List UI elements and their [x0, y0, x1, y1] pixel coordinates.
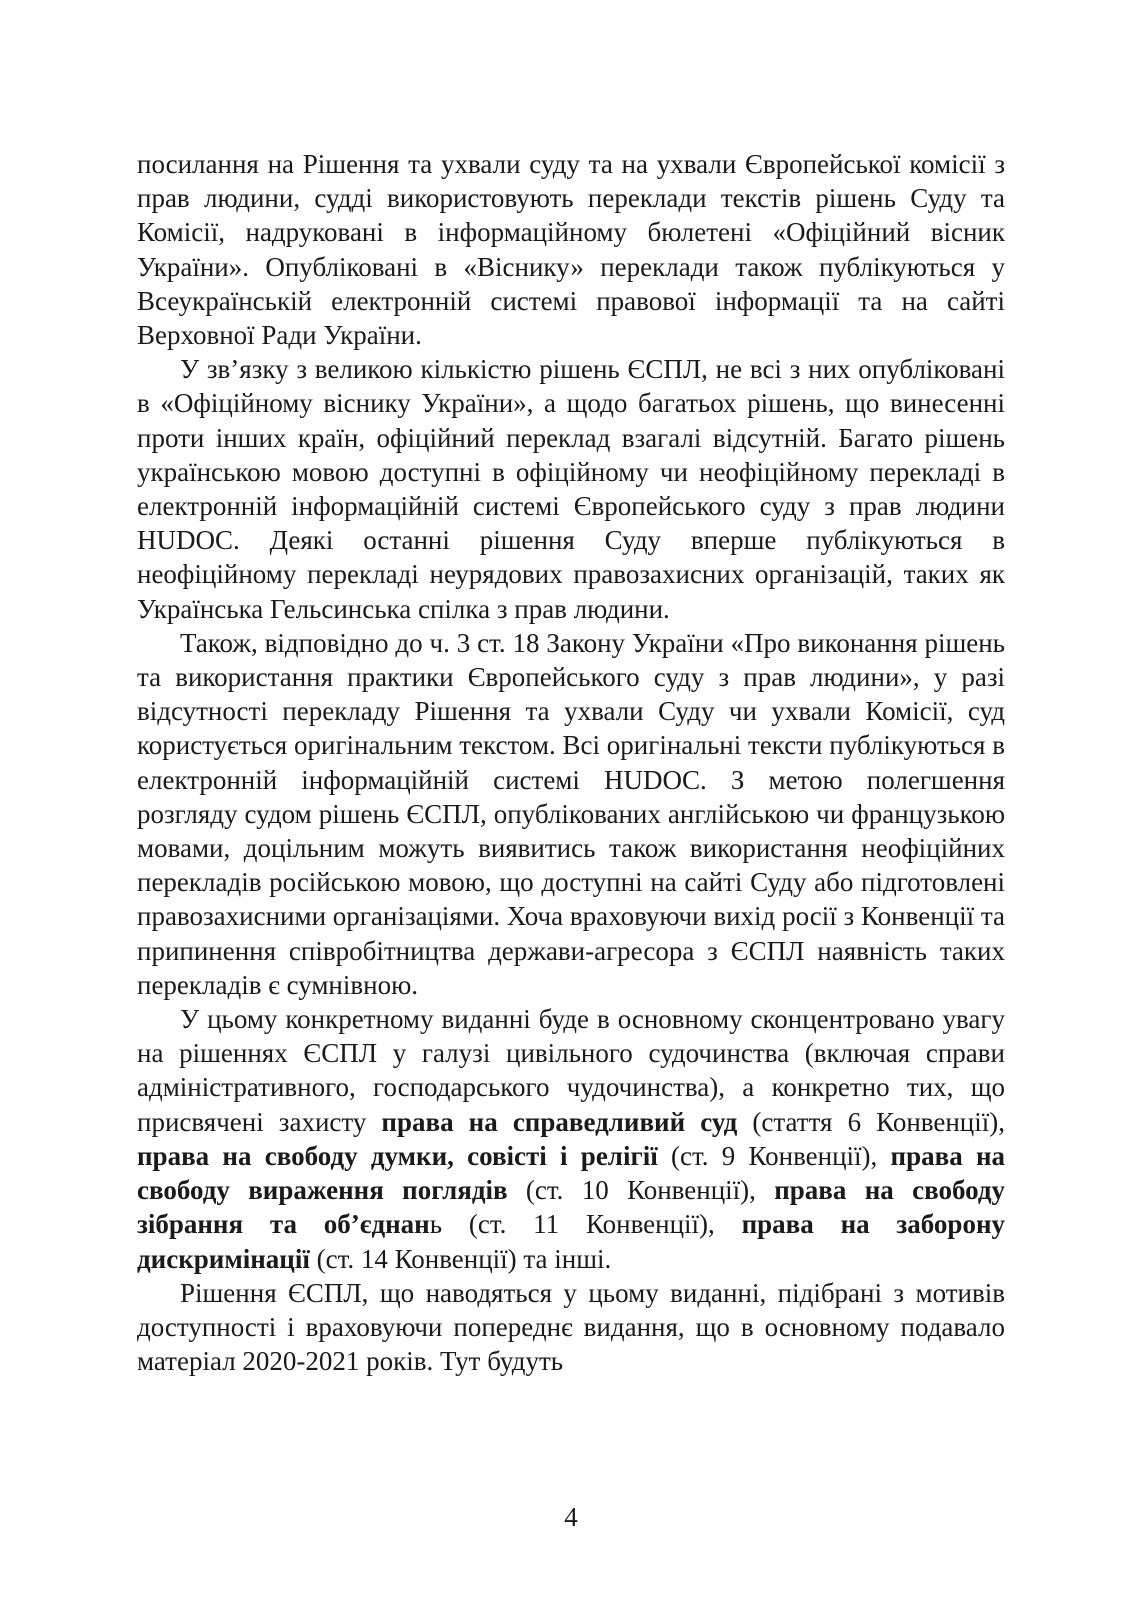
paragraph: [137, 1276, 1005, 1379]
bold-text-segment: права на свободу зібрання та об’єднан: [137, 1175, 1006, 1240]
text-segment: Також, відповідно до ч. 3 ст. 18 Закону України «Про виконання рішень та використання практики Європейського суду з прав людини», у разі відсутності перекладу Рішення та ухвали Суду чи ухвали Комісії, суд користується оригінальним текстом. Всі оригінальні тексти публікуються в електронній інформаційній системі HUDOC. З метою полегшення розгляду судом рішень ЄСПЛ, опублікованих англійською чи французькою мовами, доцільним можуть виявитись також використання неофіційних перекладів російською мовою, що доступні на сайті Суду або підготовлені правозахисними організаціями. Хоча враховуючи вихід росії з Конвенції та припинення співробітництва держави-агресора з ЄСПЛ наявність таких перекладів є сумнівною.: [137, 627, 1005, 1000]
text-segment: ь (ст. 11 Конвенції),: [429, 1209, 742, 1240]
paragraph: [137, 1002, 1005, 1276]
text-segment: (стаття 6 Конвенції),: [737, 1106, 1005, 1137]
text-segment: (ст. 14 Конвенції) та інші.: [309, 1243, 612, 1274]
bold-text-segment: права на свободу вираження поглядів: [137, 1140, 1006, 1206]
text-segment: посилання на Рішення та ухвали суду та на ухвали Європейської комісії з прав людини, судді використовують переклади текстів рішень Суду та Комісії, надруковані в інформаційному бюлетені «Офіційний вісник України». Опубліковані в «Віснику» переклади також публікуються у Всеукраїнській електронній системі правової інформації та на сайті Верховної Ради України.: [137, 149, 1005, 351]
bold-text-segment: права на справедливий суд: [381, 1106, 738, 1137]
paragraph: [137, 352, 1005, 626]
text-segment: (ст. 10 Конвенції),: [507, 1175, 775, 1206]
text-segment: Рішення ЄСПЛ, що наводяться у цьому виданні, підібрані з мотивів доступності і враховуючи попереднє видання, що в основному подавало матеріал 2020-2021 років. Тут будуть: [137, 1277, 1005, 1377]
bold-text-segment: права на свободу думки, совісті і релігії: [137, 1140, 658, 1171]
page-number: 4: [564, 1502, 578, 1532]
text-segment: (ст. 9 Конвенції),: [657, 1140, 891, 1171]
body-text: [137, 147, 1005, 1378]
bold-text-segment: права на заборону дискримінації: [137, 1209, 1005, 1274]
paragraph: [137, 626, 1005, 1002]
text-segment: У цьому конкретному виданні буде в основному сконцентровано увагу на рішеннях ЄСПЛ у галузі цивільного судочинства (включая справи адміністративного, господарського чудочинства), а конкретно тих, що присвячені захисту: [137, 1004, 1005, 1137]
text-segment: У зв’язку з великою кількістю рішень ЄСПЛ, не всі з них опубліковані в «Офіційному віснику України», а щодо багатьох рішень, що винесенні проти інших країн, офіційний переклад взагалі відсутній. Багато рішень українською мовою доступні в офіційному чи неофіційному перекладі в електронній інформаційній системі Європейського суду з прав людини HUDOC. Деякі останні рішення Суду вперше публікуються в неофіційному перекладі неурядових правозахисних організацій, таких як Українська Гельсинська спілка з прав людини.: [137, 354, 1005, 624]
paragraph-continuation: [137, 147, 1005, 352]
